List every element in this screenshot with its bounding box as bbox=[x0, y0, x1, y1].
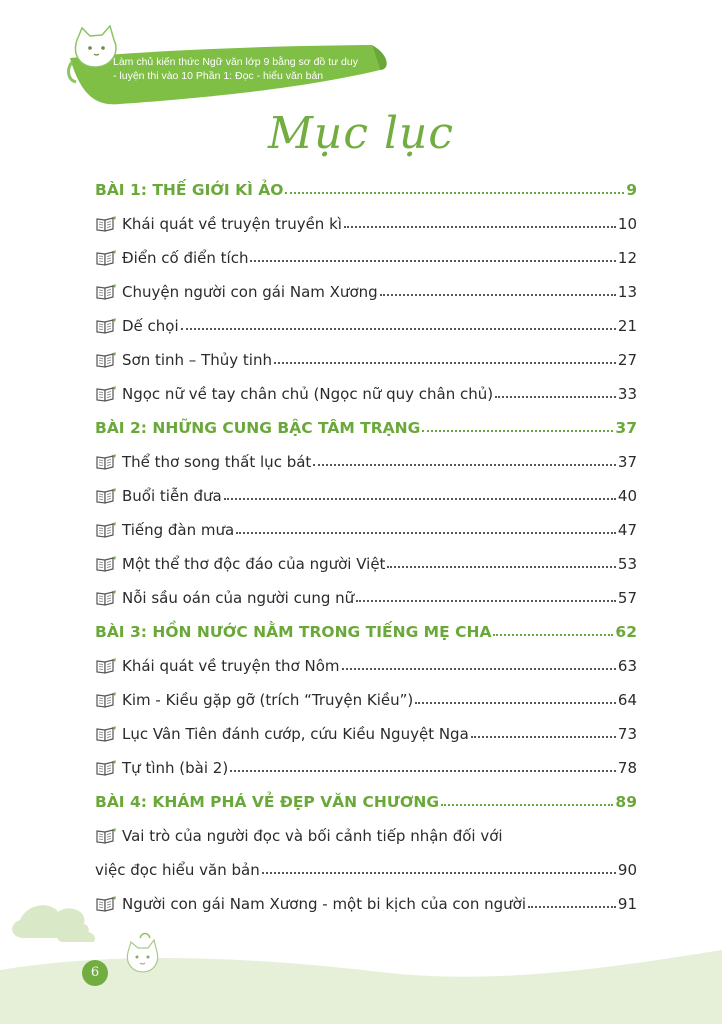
toc-entry[interactable] bbox=[95, 678, 637, 712]
toc-entry-title: Vai trò của người đọc và bối cảnh tiếp nhận đối với bbox=[122, 827, 503, 845]
book-icon bbox=[95, 590, 117, 606]
dot-leader bbox=[250, 260, 615, 262]
toc-entry[interactable] bbox=[95, 338, 637, 372]
dot-leader bbox=[422, 430, 613, 432]
page-title: Mục lục bbox=[267, 108, 455, 159]
book-icon bbox=[95, 250, 117, 266]
dot-leader bbox=[380, 294, 616, 296]
book-icon bbox=[95, 216, 117, 232]
dot-leader bbox=[493, 634, 613, 636]
toc-entry-title: Tự tình (bài 2) bbox=[122, 759, 229, 777]
toc-entry-title: Lục Vân Tiên đánh cướp, cứu Kiều Nguyệt Nga bbox=[122, 725, 469, 743]
toc-entry-title: Người con gái Nam Xương - một bi kịch của con người bbox=[122, 895, 527, 913]
toc-page-number: 78 bbox=[617, 759, 637, 777]
dot-leader bbox=[313, 464, 616, 466]
toc-entry-title: Buổi tiễn đưa bbox=[122, 487, 222, 505]
toc-entry[interactable] bbox=[95, 372, 637, 406]
toc-page-number: 40 bbox=[617, 487, 637, 505]
toc-entry-title: Điển cố điển tích bbox=[122, 249, 249, 267]
toc-page-number: 57 bbox=[617, 589, 637, 607]
toc-page-number: 21 bbox=[617, 317, 637, 335]
toc-entry[interactable] bbox=[95, 644, 637, 678]
toc-entry-title: Khái quát về truyện thơ Nôm bbox=[122, 657, 340, 675]
table-of-contents bbox=[95, 168, 637, 916]
toc-page-number: 10 bbox=[617, 215, 637, 233]
toc-section[interactable] bbox=[95, 168, 637, 202]
toc-page-number: 47 bbox=[617, 521, 637, 539]
toc-entry-title: Nỗi sầu oán của người cung nữ bbox=[122, 589, 355, 607]
toc-entry[interactable] bbox=[95, 304, 637, 338]
toc-entry-continuation[interactable] bbox=[95, 848, 637, 882]
dot-leader bbox=[262, 872, 616, 874]
dot-leader bbox=[181, 328, 616, 330]
toc-section-title: BÀI 3: HỒN NƯỚC NẰM TRONG TIẾNG MẸ CHA bbox=[95, 623, 492, 641]
dot-leader bbox=[495, 396, 616, 398]
footer-decoration bbox=[0, 880, 722, 1024]
header-line-1: Làm chủ kiến thức Ngữ văn lớp 9 bằng sơ đồ tư duy bbox=[113, 56, 358, 68]
toc-entry-title: Ngọc nữ về tay chân chủ (Ngọc nữ quy chân chủ) bbox=[122, 385, 494, 403]
book-icon bbox=[95, 658, 117, 674]
toc-page-number: 37 bbox=[615, 419, 637, 437]
toc-page-number: 13 bbox=[617, 283, 637, 301]
book-icon bbox=[95, 488, 117, 504]
toc-entry[interactable] bbox=[95, 712, 637, 746]
toc-entry-title: Khái quát về truyện truyền kì bbox=[122, 215, 342, 233]
footer-landscape bbox=[0, 880, 722, 1024]
toc-page-number: 63 bbox=[617, 657, 637, 675]
toc-entry[interactable] bbox=[95, 474, 637, 508]
toc-page-number: 73 bbox=[617, 725, 637, 743]
toc-entry-title: Tiếng đàn mưa bbox=[122, 521, 235, 539]
toc-entry-title: Chuyện người con gái Nam Xương bbox=[122, 283, 378, 301]
book-icon bbox=[95, 760, 117, 776]
dot-leader bbox=[356, 600, 616, 602]
cat-small-icon bbox=[127, 934, 157, 973]
toc-page-number: 37 bbox=[617, 453, 637, 471]
toc-entry-title: Thể thơ song thất lục bát bbox=[122, 453, 312, 471]
toc-entry-title: Một thể thơ độc đáo của người Việt bbox=[122, 555, 386, 573]
toc-section[interactable] bbox=[95, 780, 637, 814]
toc-section[interactable] bbox=[95, 406, 637, 440]
toc-entry[interactable] bbox=[95, 270, 637, 304]
book-icon bbox=[95, 284, 117, 300]
page-number: 6 bbox=[82, 960, 108, 986]
toc-entry-title-cont: việc đọc hiểu văn bản bbox=[95, 861, 260, 879]
book-icon bbox=[95, 522, 117, 538]
toc-page-number: 91 bbox=[617, 895, 637, 913]
toc-section[interactable] bbox=[95, 610, 637, 644]
header-banner bbox=[0, 0, 722, 110]
toc-entry[interactable] bbox=[95, 746, 637, 780]
toc-section-title: BÀI 2: NHỮNG CUNG BẬC TÂM TRẠNG bbox=[95, 419, 421, 437]
toc-entry[interactable] bbox=[95, 202, 637, 236]
dot-leader bbox=[342, 668, 616, 670]
toc-page-number: 9 bbox=[626, 181, 637, 199]
header-line-2: - luyện thi vào 10 Phần 1: Đọc - hiểu văn bản bbox=[113, 70, 324, 82]
dot-leader bbox=[230, 770, 616, 772]
toc-entry-title: Sơn tinh – Thủy tinh bbox=[122, 351, 272, 369]
dot-leader bbox=[285, 192, 624, 194]
dot-leader bbox=[471, 736, 616, 738]
book-icon bbox=[95, 556, 117, 572]
toc-entry-title: Kim - Kiều gặp gỡ (trích “Truyện Kiều”) bbox=[122, 691, 414, 709]
book-icon bbox=[95, 454, 117, 470]
toc-page-number: 64 bbox=[617, 691, 637, 709]
toc-entry[interactable] bbox=[95, 508, 637, 542]
dot-leader bbox=[441, 804, 613, 806]
toc-entry[interactable] bbox=[95, 440, 637, 474]
dot-leader bbox=[415, 702, 616, 704]
toc-page-number: 12 bbox=[617, 249, 637, 267]
toc-entry[interactable] bbox=[95, 236, 637, 270]
dot-leader bbox=[387, 566, 615, 568]
toc-page-number: 90 bbox=[617, 861, 637, 879]
book-icon bbox=[95, 692, 117, 708]
toc-page-number: 53 bbox=[617, 555, 637, 573]
toc-section-title: BÀI 4: KHÁM PHÁ VẺ ĐẸP VĂN CHƯƠNG bbox=[95, 793, 440, 811]
book-icon bbox=[95, 386, 117, 402]
toc-entry[interactable] bbox=[95, 576, 637, 610]
header-book-title bbox=[113, 55, 373, 83]
toc-page-number: 33 bbox=[617, 385, 637, 403]
toc-page-number: 62 bbox=[615, 623, 637, 641]
book-icon bbox=[95, 828, 117, 844]
toc-entry[interactable] bbox=[95, 814, 637, 848]
dot-leader bbox=[344, 226, 616, 228]
toc-section-title: BÀI 1: THẾ GIỚI KÌ ẢO bbox=[95, 181, 284, 199]
toc-entry-title: Dế chọi bbox=[122, 317, 179, 335]
toc-page-number: 27 bbox=[617, 351, 637, 369]
book-icon bbox=[95, 726, 117, 742]
dot-leader bbox=[236, 532, 616, 534]
dot-leader bbox=[274, 362, 616, 364]
toc-entry[interactable] bbox=[95, 542, 637, 576]
toc-page-number: 89 bbox=[615, 793, 637, 811]
book-icon bbox=[95, 318, 117, 334]
book-icon bbox=[95, 352, 117, 368]
dot-leader bbox=[224, 498, 616, 500]
